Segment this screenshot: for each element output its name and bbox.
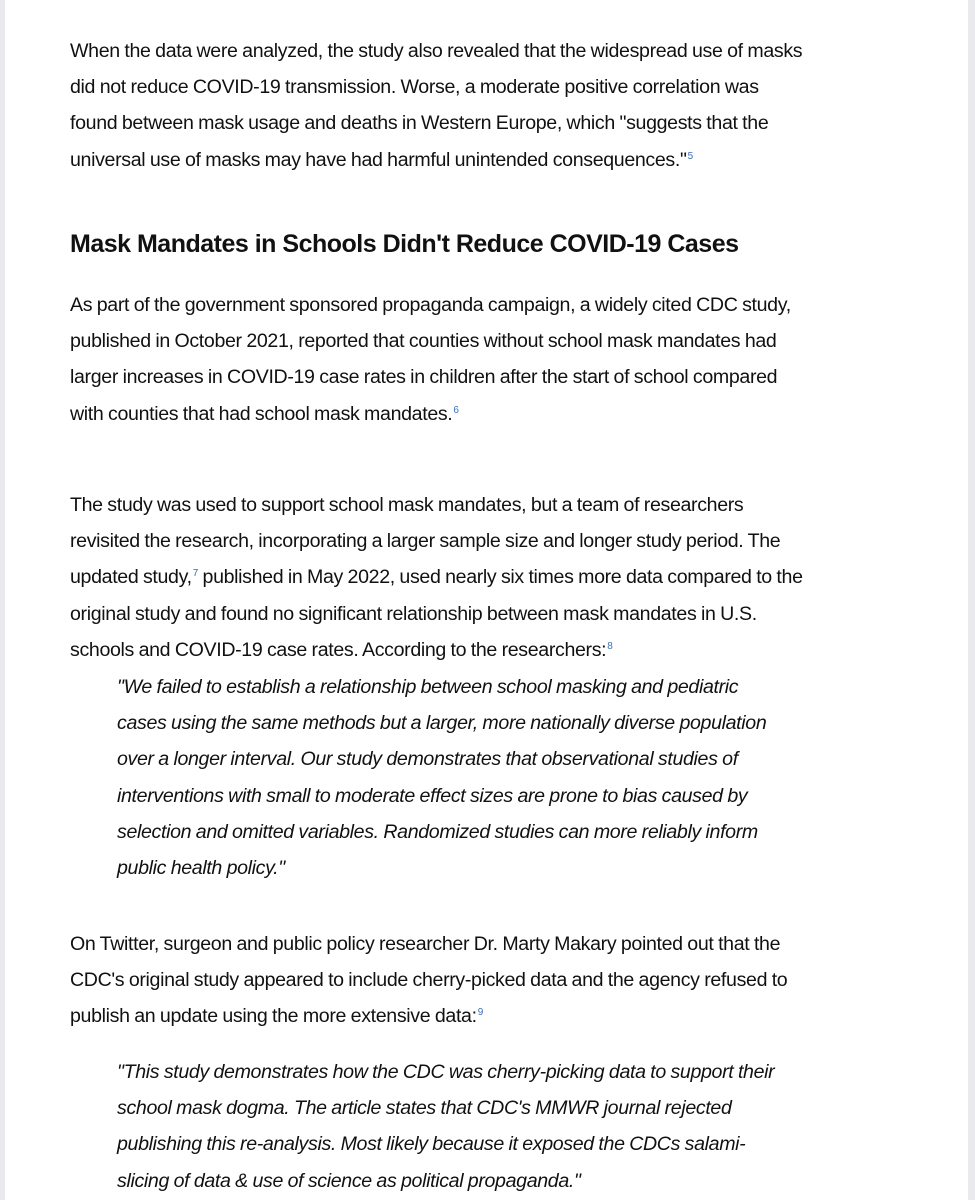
paragraph-mask-correlation <box>70 33 920 178</box>
quote-line: slicing of data & use of science as political propaganda." <box>117 1169 581 1192</box>
left-edge-border <box>0 0 5 1200</box>
paragraph-cdc-study <box>70 287 920 432</box>
text-segment: published in May 2022, used nearly six times more data compared to the <box>197 566 803 589</box>
quote-line: "We failed to establish a relationship between school masking and pediatric <box>117 676 739 698</box>
blockquote-makary <box>117 1054 907 1199</box>
text-line <box>70 142 920 178</box>
quote-line: publishing this re-analysis. Most likely because it exposed the CDCs salami- <box>117 1133 746 1156</box>
text-line <box>70 396 920 432</box>
text-line: found between mask usage and deaths in Western Europe, which "suggests that the <box>70 112 769 135</box>
article-body <box>70 33 920 1192</box>
text-line: larger increases in COVID-19 case rates in children after the start of school compared <box>70 366 778 389</box>
quote-line: selection and omitted variables. Randomized studies can more reliably inform <box>117 820 758 843</box>
right-edge-border <box>968 0 975 1200</box>
text-line: revisited the research, incorporating a larger sample size and longer study period. The <box>70 530 781 553</box>
quote-line: school mask dogma. The article states that CDC's MMWR journal rejected <box>117 1097 732 1120</box>
footnote-link-5[interactable]: 5 <box>687 150 693 162</box>
footnote-link-8[interactable]: 8 <box>607 640 613 652</box>
blockquote-researchers <box>117 669 907 886</box>
paragraph-makary <box>70 926 920 1035</box>
section-heading: Mask Mandates in Schools Didn't Reduce COVID-19 Cases <box>70 230 739 258</box>
text-line: original study and found no significant relationship between mask mandates in U.S. <box>70 602 757 625</box>
text-line: The study was used to support school mask mandates, but a team of researchers <box>70 494 744 516</box>
quote-line: interventions with small to moderate effect sizes are prone to bias caused by <box>117 784 748 807</box>
text-line <box>70 559 920 595</box>
text-line: When the data were analyzed, the study also revealed that the widespread use of masks <box>70 40 803 62</box>
paragraph-updated-study <box>70 487 920 668</box>
footnote-link-6[interactable]: 6 <box>453 404 459 416</box>
text-segment: updated study, <box>70 566 192 589</box>
text-line: CDC's original study appeared to include cherry-picked data and the agency refused to <box>70 969 788 992</box>
text-segment: schools and COVID-19 case rates. According to the researchers: <box>70 638 607 661</box>
text-line: As part of the government sponsored propaganda campaign, a widely cited CDC study, <box>70 294 791 316</box>
footnote-link-7[interactable]: 7 <box>192 568 198 580</box>
text-line <box>70 998 920 1034</box>
quote-line: "This study demonstrates how the CDC was cherry-picking data to support their <box>117 1061 775 1083</box>
text-line: On Twitter, surgeon and public policy researcher Dr. Marty Makary pointed out that the <box>70 933 781 955</box>
quote-line: public health policy." <box>117 857 285 880</box>
text-line: did not reduce COVID-19 transmission. Worse, a moderate positive correlation was <box>70 76 759 99</box>
footnote-link-9[interactable]: 9 <box>477 1007 483 1019</box>
quote-line: cases using the same methods but a larger, more nationally diverse population <box>117 712 767 735</box>
text-segment: with counties that had school mask mandates. <box>70 402 453 425</box>
text-line <box>70 632 920 668</box>
text-line: published in October 2021, reported that counties without school mask mandates had <box>70 330 777 353</box>
text-segment: publish an update using the more extensive data: <box>70 1005 477 1028</box>
quote-line: over a longer interval. Our study demonstrates that observational studies of <box>117 748 738 771</box>
text-segment: universal use of masks may have had harmful unintended consequences." <box>70 148 687 171</box>
